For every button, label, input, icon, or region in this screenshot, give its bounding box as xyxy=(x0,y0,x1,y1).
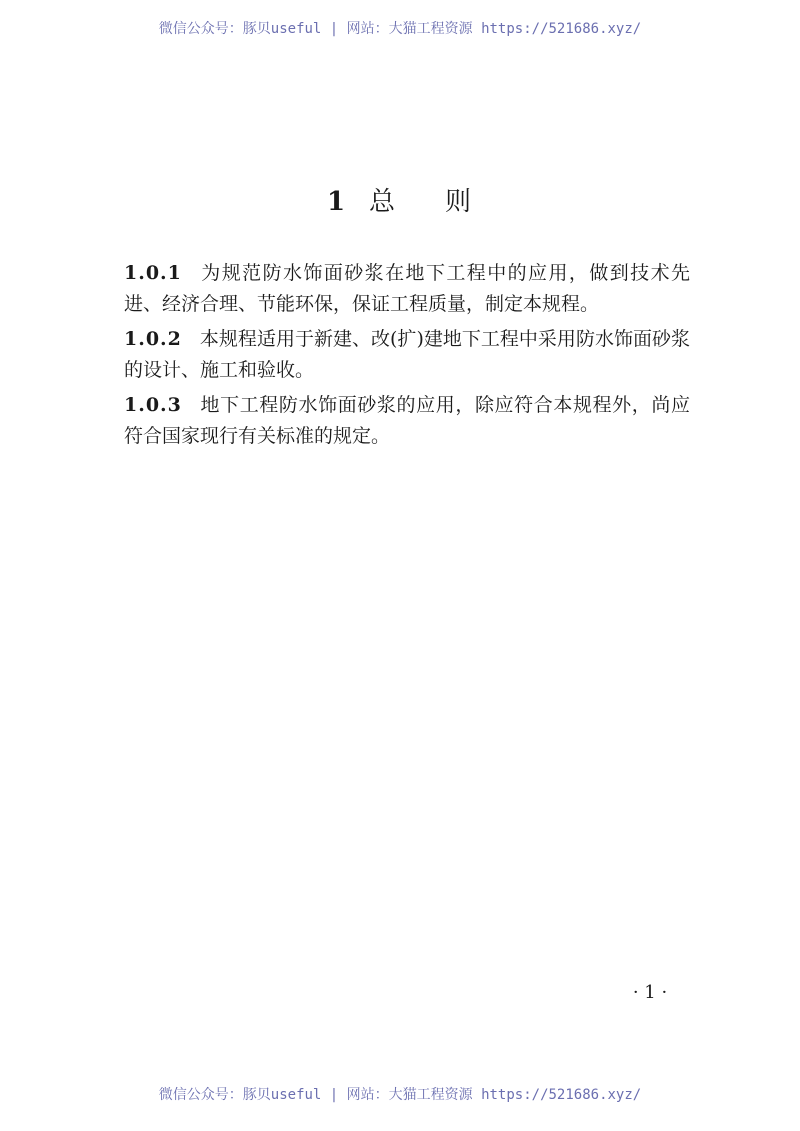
clause-1-0-3 xyxy=(124,390,690,452)
clause-number: 1.0.1 xyxy=(124,262,182,284)
chapter-title-part2: 则 xyxy=(445,187,474,218)
clause-number: 1.0.3 xyxy=(124,394,182,416)
clause-1-0-2 xyxy=(124,324,690,386)
watermark-top: 微信公众号：豚贝useful | 网站：大猫工程资源 https://521686.xyz/ xyxy=(158,21,642,37)
chapter-number: 1 xyxy=(326,187,348,218)
watermark-bottom: 微信公众号：豚贝useful | 网站：大猫工程资源 https://521686.xyz/ xyxy=(158,1087,642,1103)
clause-number: 1.0.2 xyxy=(124,328,182,350)
chapter-title xyxy=(0,181,800,218)
page-number: · 1 · xyxy=(632,982,668,1003)
clause-text: 本规程适用于新建、改(扩)建地下工程中采用防水饰面砂浆的设计、施工和验收。 xyxy=(124,328,690,381)
clauses-section xyxy=(124,258,690,456)
clause-text: 地下工程防水饰面砂浆的应用，除应符合本规程外，尚应符合国家现行有关标准的规定。 xyxy=(124,394,690,447)
clause-text: 为规范防水饰面砂浆在地下工程中的应用，做到技术先进、经济合理、节能环保，保证工程质量，制定本规程。 xyxy=(124,262,690,315)
clause-1-0-1 xyxy=(124,258,690,320)
chapter-title-part1: 总 xyxy=(369,187,398,218)
